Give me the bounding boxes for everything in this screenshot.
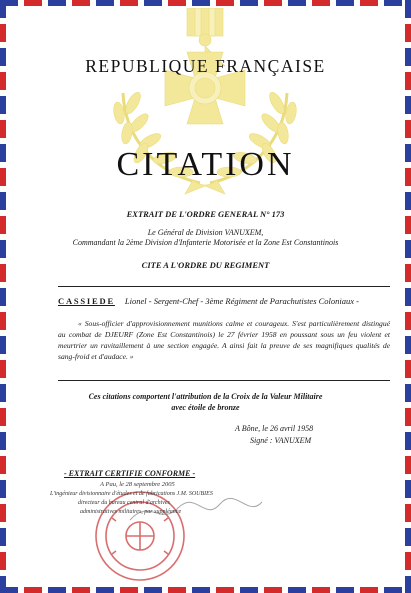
republic-heading: REPUBLIQUE FRANÇAISE bbox=[85, 56, 326, 76]
tricolor-border-right bbox=[405, 0, 411, 593]
cite-heading: CITE A L'ORDRE DU REGIMENT bbox=[141, 260, 270, 270]
award-line-2: avec étoile de bronze bbox=[171, 403, 240, 412]
order-reference: EXTRAIT DE L'ORDRE GENERAL N° 173 bbox=[126, 209, 285, 219]
issue-place-date: A Bône, le 26 avril 1958 bbox=[235, 424, 314, 433]
citation-title: CITATION bbox=[116, 146, 295, 183]
certifier-title: L'ingénieur divisionnaire d'études et de fabrications J.M. SOUBIES bbox=[50, 491, 213, 497]
recipient-details: Lionel - Sergent-Chef - 3ème Régiment de Parachutistes Coloniaux - bbox=[124, 296, 360, 306]
recipient-line bbox=[58, 296, 398, 306]
tricolor-border-left bbox=[0, 0, 6, 593]
citation-paragraph: « Sous-officier d'approvisionnement munitions calme et courageux. S'est particulièrement distingué au combat de DJEURF (Zone Est Constantinois) le 27 février 1958 en poussant sous un feu violent et meurtrier un ravitaillement à une section engagée. A ainsi fait la preuve de ses magnifiques qualités de sang-froid et d'audace. » bbox=[58, 319, 390, 361]
signed-by: Signé : VANUXEM bbox=[250, 436, 312, 445]
award-line-1: Ces citations comportent l'attribution de la Croix de la Valeur Militaire bbox=[88, 392, 323, 401]
recipient-name: CASSIEDE bbox=[58, 296, 115, 306]
certified-copy-heading: - EXTRAIT CERTIFIE CONFORME - bbox=[64, 469, 196, 478]
certifier-role: administratives militaires, par suppléance bbox=[80, 509, 182, 515]
certifier-office: directeur du bureau central d'archives bbox=[78, 500, 170, 506]
tricolor-border-top bbox=[0, 0, 411, 6]
tricolor-border-bottom bbox=[0, 587, 411, 593]
divider-top bbox=[58, 286, 390, 287]
command-line: Commandant la 2ème Division d'Infanterie Motorisée et la Zone Est Constantinois bbox=[72, 238, 339, 247]
general-name: Le Général de Division VANUXEM, bbox=[147, 228, 264, 237]
citation-text bbox=[58, 318, 390, 362]
certified-place-date: A Pau, le 28 septembre 2005 bbox=[100, 481, 175, 488]
divider-bottom bbox=[58, 380, 390, 381]
